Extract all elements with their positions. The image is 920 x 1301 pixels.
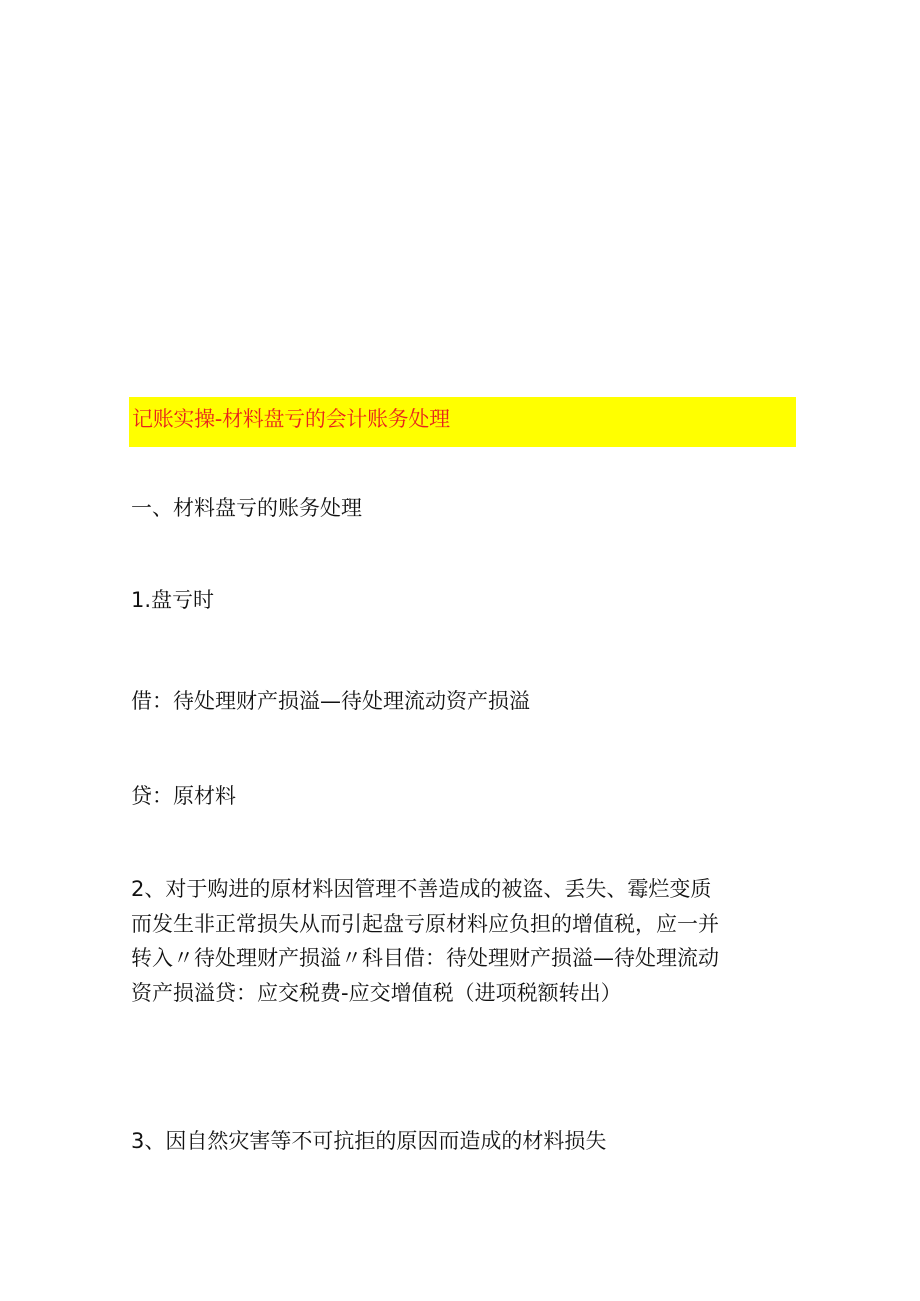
item-3-paragraph: 3、因自然灾害等不可抗拒的原因而造成的材料损失 [131,1129,607,1153]
credit-entry: 贷：原材料 [131,784,236,808]
debit-entry: 借：待处理财产损溢—待处理流动资产损溢 [131,689,530,713]
item-2-line: 2、对于购进的原材料因管理不善造成的被盗、丢失、霉烂变质 [131,877,712,901]
document-title: 记账实操-材料盘亏的会计账务处理 [132,407,450,431]
item-2-line: 转入〃待处理财产损溢〃科目借：待处理财产损溢—待处理流动 [131,946,719,970]
item-2-line: 资产损溢贷：应交税费-应交增值税（进项税额转出） [131,980,622,1005]
title-highlight [129,397,796,447]
item-2-paragraph [131,872,791,1010]
item-1-heading: 1.盘亏时 [131,588,215,612]
item-2-line: 而发生非正常损失从而引起盘亏原材料应负担的增值税，应一并 [131,911,719,936]
section-heading: 一、材料盘亏的账务处理 [131,496,362,520]
